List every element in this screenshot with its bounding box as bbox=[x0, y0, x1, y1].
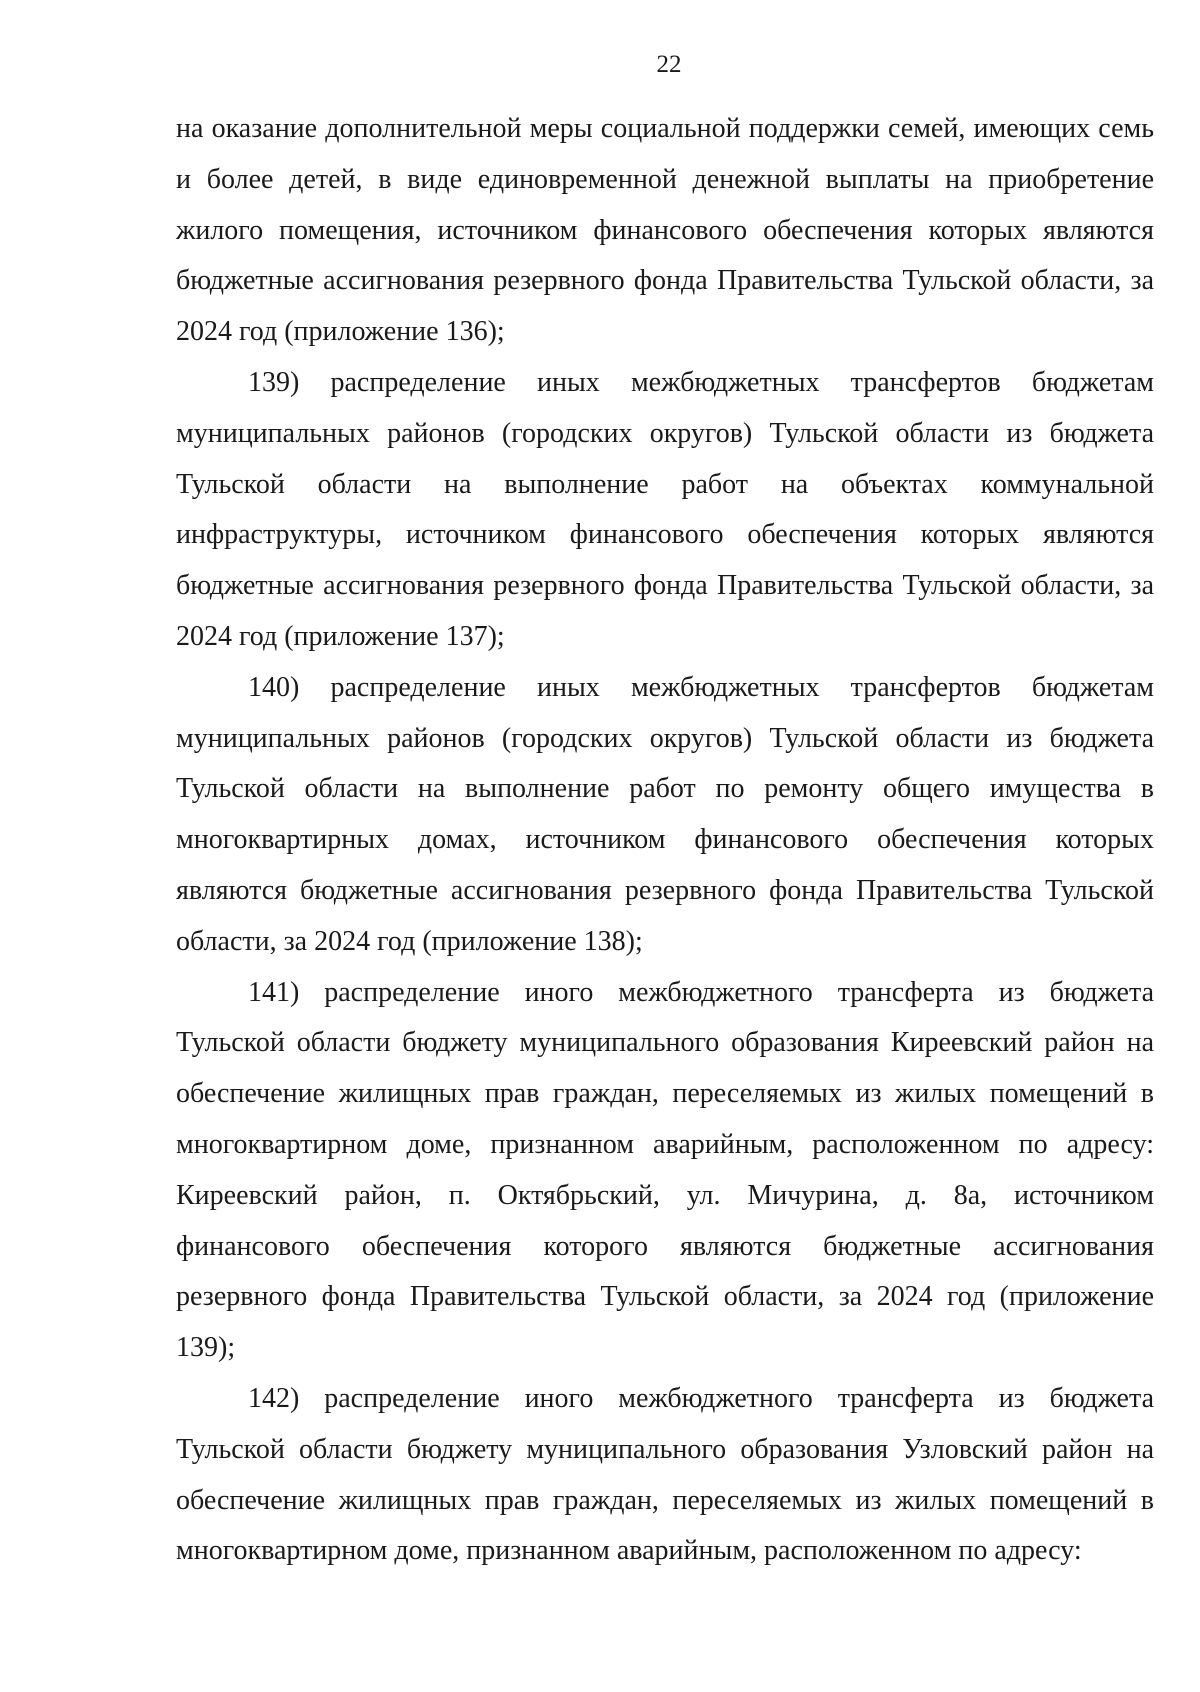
paragraph-continuation-136: на оказание дополнительной меры социальной поддержки семей, имеющих семь и более детей, в виде единовременной денежной выплаты на приобретение жилого помещения, источником финансового обеспечения которых являются бюджетные ассигнования резервного фонда Правительства Тульской области, за 2024 год (приложение 136); bbox=[176, 113, 1154, 348]
paragraph-item-141: 141) распределение иного межбюджетного трансферта из бюджета Тульской области бюджету муниципального образования Киреевский район на обеспечение жилищных прав граждан, переселяемых из жилых помещений в многоквартирном доме, признанном аварийным, расположенном по адресу: Киреевский район, п. Октябрьский, ул. Мичурина, д. 8а, источником финансового обеспечения которого являются бюджетные ассигнования резервного фонда Правительства Тульской области, за 2024 год (приложение 139); bbox=[176, 976, 1154, 1364]
document-body bbox=[176, 104, 1154, 1577]
paragraph-item-139: 139) распределение иных межбюджетных трансфертов бюджетам муниципальных районов (городских округов) Тульской области из бюджета Тульской области на выполнение работ на объектах коммунальной инфраструктуры, источником финансового обеспечения которых являются бюджетные ассигнования резервного фонда Правительства Тульской области, за 2024 год (приложение 137); bbox=[176, 366, 1154, 652]
page-number: 22 bbox=[656, 51, 682, 78]
paragraph-item-142: 142) распределение иного межбюджетного трансферта из бюджета Тульской области бюджету муниципального образования Узловский район на обеспечение жилищных прав граждан, переселяемых из жилых помещений в многоквартирном доме, признанном аварийным, расположенном по адресу: bbox=[176, 1382, 1154, 1567]
paragraph-item-140: 140) распределение иных межбюджетных трансфертов бюджетам муниципальных районов (городских округов) Тульской области из бюджета Тульской области на выполнение работ по ремонту общего имущества в многоквартирных домах, источником финансового обеспечения которых являются бюджетные ассигнования резервного фонда Правительства Тульской области, за 2024 год (приложение 138); bbox=[176, 671, 1154, 957]
